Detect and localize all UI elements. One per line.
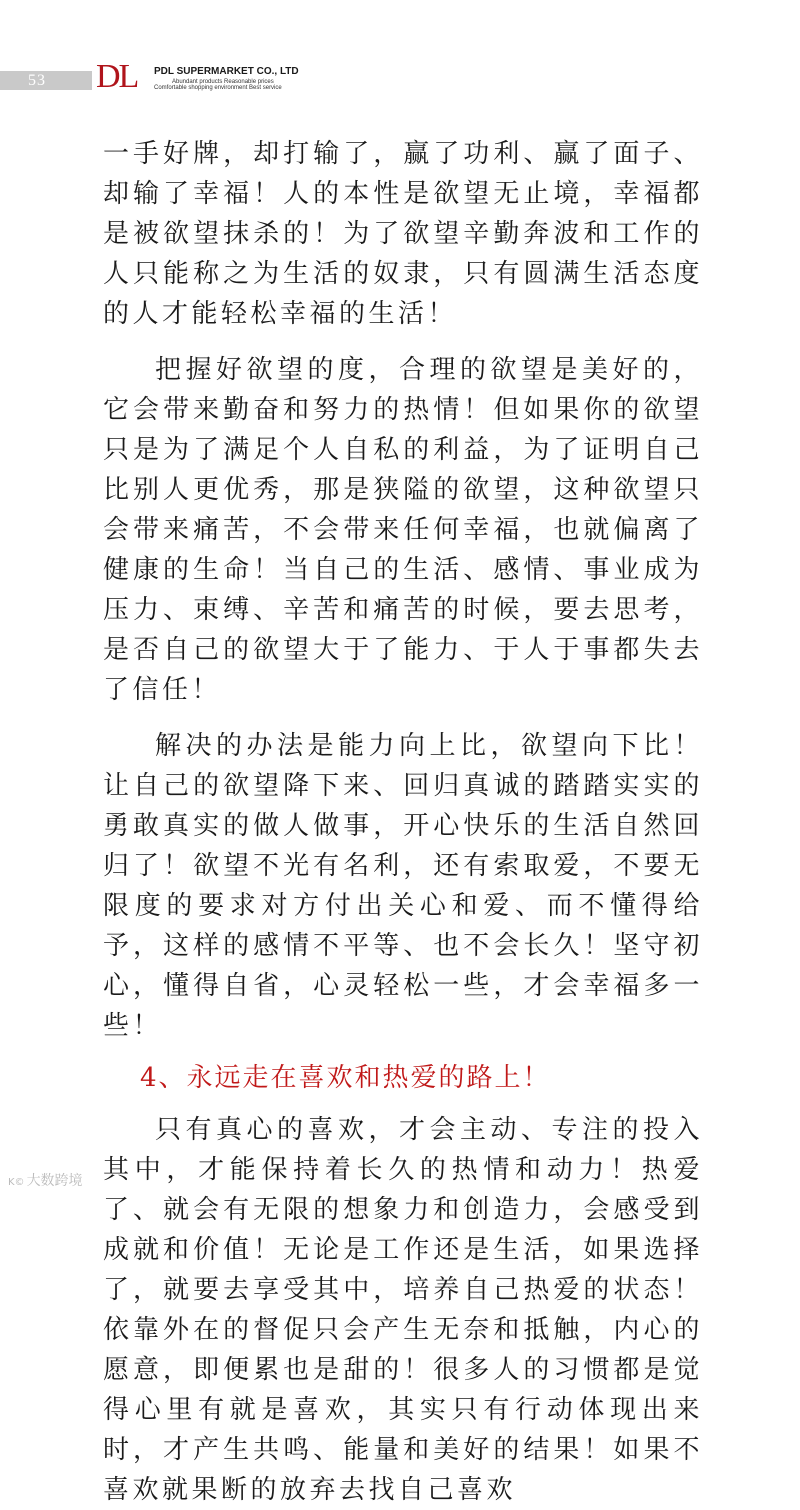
watermark-logo-icon: K© <box>8 1177 25 1188</box>
company-slogan-line1: Abundant products Reasonable prices <box>172 79 274 85</box>
body-paragraph: 一手好牌，却打输了，赢了功利、赢了面子、却输了幸福！人的本性是欲望无止境，幸福都是被欲望抹杀的！为了欲望辛勤奔波和工作的人只能称之为生活的奴隶，只有圆满生活态度的人才能轻松幸福的生活！ <box>103 139 703 329</box>
page-body <box>103 134 703 1510</box>
company-logo: DL <box>96 58 138 95</box>
watermark <box>8 1170 83 1190</box>
watermark-text: 大数跨境 <box>26 1173 83 1189</box>
header-bar <box>0 71 92 90</box>
page-number: 53 <box>28 72 46 89</box>
body-paragraph: 解决的办法是能力向上比，欲望向下比！让自己的欲望降下来、回归真诚的踏踏实实的勇敢真实的做人做事，开心快乐的生活自然回归了！欲望不光有名利，还有索取爱，不要无限度的要求对方付出关心和爱、而不懂得给予，这样的感情不平等、也不会长久！坚守初心，懂得自省，心灵轻松一些，才会幸福多一些！ <box>103 731 703 1041</box>
section-heading: 4、永远走在喜欢和热爱的路上！ <box>140 1063 551 1093</box>
body-paragraph: 只有真心的喜欢，才会主动、专注的投入其中，才能保持着长久的热情和动力！热爱了、就会有无限的想象力和创造力，会感受到成就和价值！无论是工作还是生活，如果选择了，就要去享受其中，培养自己热爱的状态！依靠外在的督促只会产生无奈和抵触，内心的愿意，即便累也是甜的！很多人的习惯都是觉得心里有就是喜欢，其实只有行动体现出来时，才产生共鸣、能量和美好的结果！如果不喜欢就果断的放弃去找自己喜欢 <box>103 1115 703 1505</box>
body-paragraph: 把握好欲望的度，合理的欲望是美好的，它会带来勤奋和努力的热情！但如果你的欲望只是为了满足个人自私的利益，为了证明自己比别人更优秀，那是狭隘的欲望，这种欲望只会带来痛苦，不会带来任何幸福，也就偏离了健康的生命！当自己的生活、感情、事业成为压力、束缚、辛苦和痛苦的时候，要去思考，是否自己的欲望大于了能力、于人于事都失去了信任！ <box>103 355 703 705</box>
company-slogan-line2: Comfortable shopping environment Best service <box>154 85 282 91</box>
company-name: PDL SUPERMARKET CO., LTD <box>154 66 299 77</box>
